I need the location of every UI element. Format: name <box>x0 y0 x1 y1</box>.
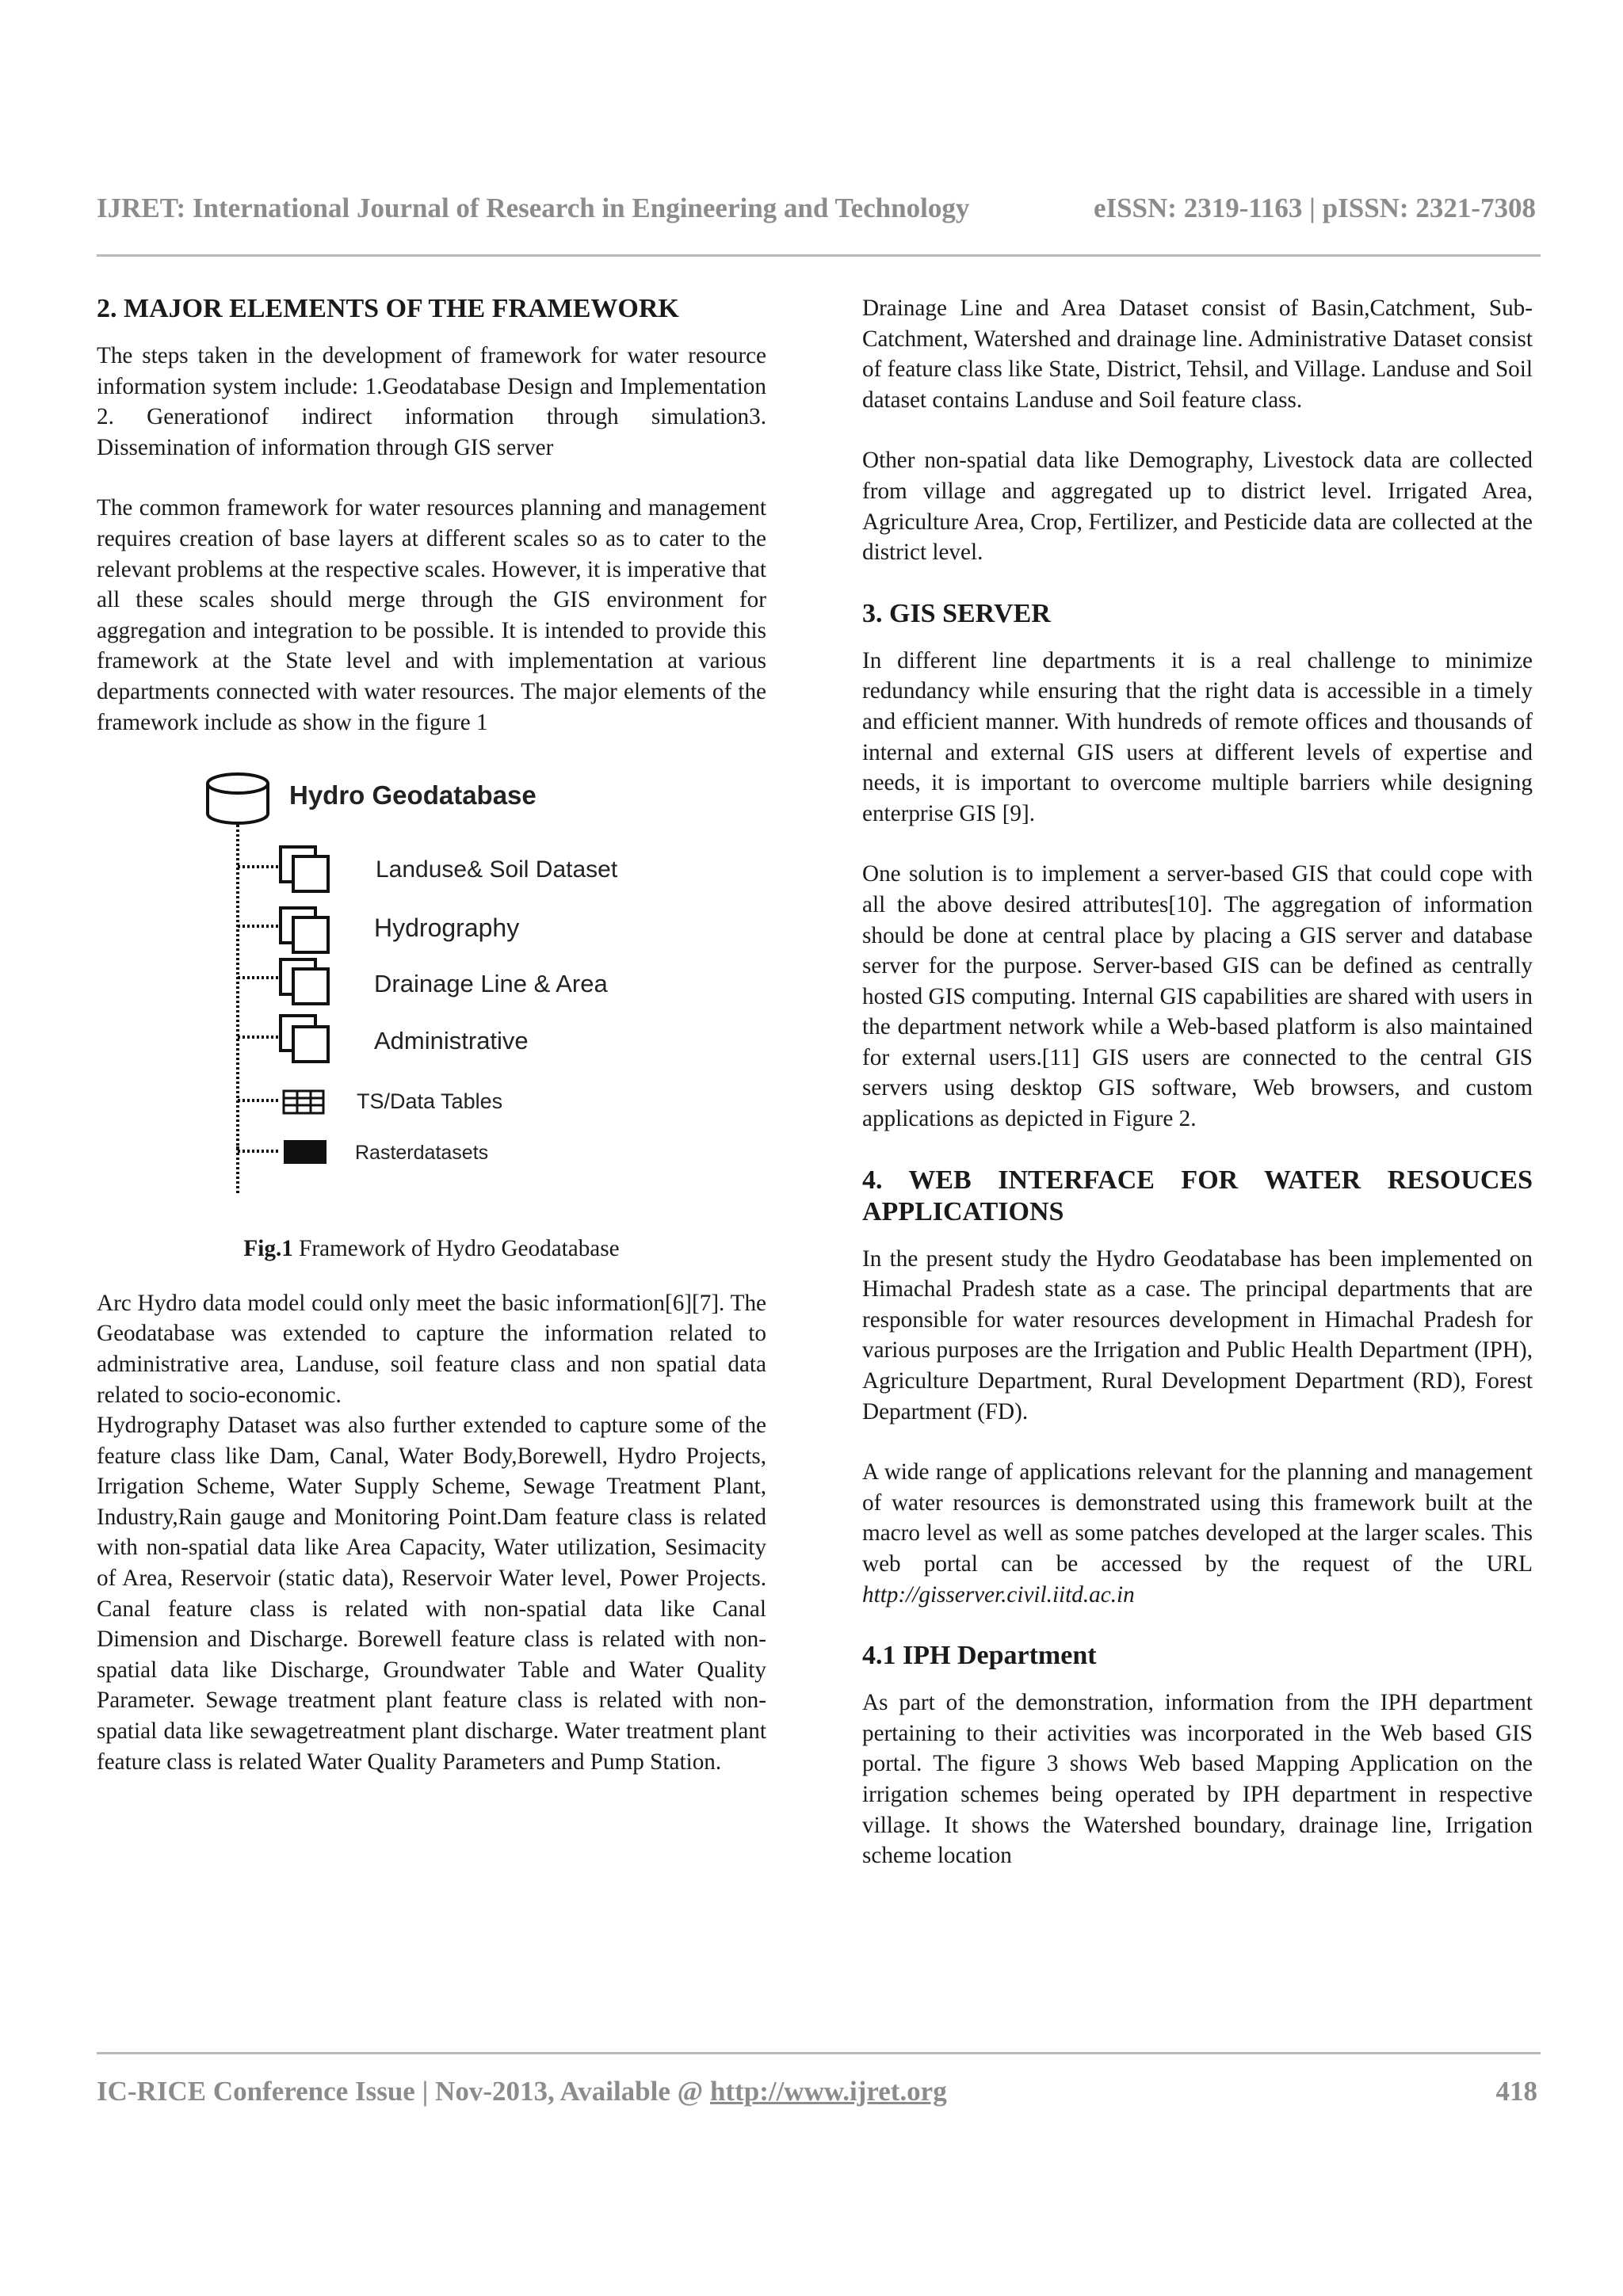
figure-item-drainage: Drainage Line & Area <box>374 970 608 998</box>
paragraph: The steps taken in the development of framework for water resource information system include: 1.Geodatabase Design and Implementation 2. Generationof indirect information through simulation3. Dissemination of information through GIS server <box>97 343 766 460</box>
conference-info: IC-RICE Conference Issue | Nov-2013, Available @ <box>97 2076 710 2107</box>
feature-dataset-icon <box>238 959 328 1004</box>
section-2-heading: 2. MAJOR ELEMENTS OF THE FRAMEWORK <box>97 294 679 323</box>
paragraph: Other non-spatial data like Demography, Livestock data are collected from village and aggregated up to district level. Irrigated Area, Agriculture Area, Crop, Fertilizer, and Pesticide data are collected at the district level. <box>862 448 1533 566</box>
figure-item-raster: Rasterdatasets <box>355 1142 489 1165</box>
issn-info: eISSN: 2319-1163 | pISSN: 2321-7308 <box>1093 193 1536 223</box>
paragraph: One solution is to implement a server-based GIS that could cope with all the above desired attributes[10]. The aggregation of information should be done at central place by placing a GIS server and database server for the purpose. Server-based GIS can be defined as centrally hosted GIS computing. Internal GIS capabilities are shared with users in the department network while a Web-based platform is also maintained for external users.[11] GIS users are connected to the central GIS servers using desktop GIS software, Web browsers, and custom applications as depicted in Figure 2. <box>862 861 1533 1132</box>
section-4-heading-cont: APPLICATIONS <box>862 1196 1064 1226</box>
feature-dataset-icon <box>238 847 328 891</box>
left-column <box>97 293 766 1807</box>
caption-text: Framework of Hydro Geodatabase <box>292 1236 620 1262</box>
figure-1-hydro-geodatabase <box>97 768 766 1211</box>
journal-title: IJRET: International Journal of Research in Engineering and Technology <box>97 193 970 223</box>
paragraph: In different line departments it is a real challenge to minimize redundancy while ensuring that the right data is accessible in a timely and efficient manner. With hundreds of remote offices and thousands of internal and external GIS users at different levels of expertise and needs, it is important to overcome multiple barriers while designing enterprise GIS [9]. <box>862 647 1533 826</box>
database-icon <box>208 774 268 823</box>
paragraph: In the present study the Hydro Geodatabase has been implemented on Himachal Pradesh state as a case. The principal departments that are responsible for water resources development in Himachal Pradesh for various purposes are the Irrigation and Public Health Department (IPH), Agriculture Department, Rural Development Department (RD), Forest Department (FD). <box>862 1245 1533 1425</box>
paragraph: Drainage Line and Area Dataset consist of Basin,Catchment, Sub-Catchment, Watershed and drainage line. Administrative Dataset consist of feature class like State, District, Tehsil, and Village. Landuse and Soil dataset contains Landuse and Soil feature class. <box>862 296 1533 413</box>
header-rule <box>97 254 1541 257</box>
figure-1-caption <box>97 1234 766 1264</box>
paragraph: The common framework for water resources planning and management requires creation of base layers at different scales so as to cater to the relevant problems at the respective scales. However, it is imperative that all these scales should merge through the GIS environment for aggregation and integration to be possible. It is intended to provide this framework at the State level and with implementation at various departments connected with water resources. The major elements of the framework include as show in the figure 1 <box>97 495 766 735</box>
paragraph: As part of the demonstration, information from the IPH department pertaining to their activities was incorporated in the Web based GIS portal. The figure 3 shows Web based Mapping Application on the irrigation schemes being operated by IPH department in respective village. It shows the Watershed boundary, drainage line, Irrigation scheme location <box>862 1690 1533 1869</box>
section-4-1-heading: 4.1 IPH Department <box>862 1641 1097 1671</box>
running-header <box>97 193 1536 224</box>
running-footer <box>97 2076 1537 2107</box>
caption-label: Fig.1 <box>243 1236 293 1262</box>
paragraph: Arc Hydro data model could only meet the basic information[6][7]. The Geodatabase was extended to capture the information related to administrative area, Landuse, soil feature class and non spatial data related to socio-economic. <box>97 1290 766 1408</box>
feature-dataset-icon <box>238 908 328 952</box>
figure-item-landuse: Landuse& Soil Dataset <box>376 856 618 883</box>
paragraph-text: A wide range of applications relevant for the planning and management of water resources is demonstrated using this framework built at the macro level as well as some patches developed at the larger scales. This web portal can be accessed by the request of the URL <box>862 1459 1533 1577</box>
figure-1-diagram <box>97 768 766 1211</box>
paragraph <box>862 1457 1533 1610</box>
raster-icon <box>238 1140 327 1164</box>
table-icon <box>238 1091 323 1113</box>
page-number: 418 <box>1495 2076 1537 2107</box>
journal-link[interactable]: http://www.ijret.org <box>709 2076 947 2107</box>
section-4-heading: 4. WEB INTERFACE FOR WATER RESOUCES <box>862 1165 1533 1195</box>
footer-rule <box>97 2052 1541 2054</box>
section-3-heading: 3. GIS SERVER <box>862 598 1051 628</box>
feature-dataset-icon <box>238 1016 328 1062</box>
paragraph: Hydrography Dataset was also further extended to capture some of the feature class like Dam, Canal, Water Body,Borewell, Hydro Projects, Irrigation Scheme, Water Supply Scheme, Sewage Treatment Plant, Industry,Rain gauge and Monitoring Point.Dam feature class is related with non-spatial data like Area Capacity, Water utilization, Sesimacity of Area, Reservoir (static data), Reservoir Water level, Power Projects. Canal feature class is related with non-spatial data like Canal Dimension and Discharge. Borewell feature class is related with non-spatial data like Discharge, Groundwater Table and Water Quality Parameter. Sewage treatment plant feature class is related with non-spatial data like sewagetreatment plant discharge. Water treatment plant feature class is related Water Quality Parameters and Pump Station. <box>97 1413 766 1775</box>
right-column <box>862 293 1533 1901</box>
portal-url: http://gisserver.civil.iitd.ac.in <box>862 1581 1135 1608</box>
figure-item-administrative: Administrative <box>374 1027 529 1055</box>
figure-root-label: Hydro Geodatabase <box>289 780 537 810</box>
figure-item-hydrography: Hydrography <box>374 913 520 943</box>
figure-item-tables: TS/Data Tables <box>357 1089 503 1114</box>
